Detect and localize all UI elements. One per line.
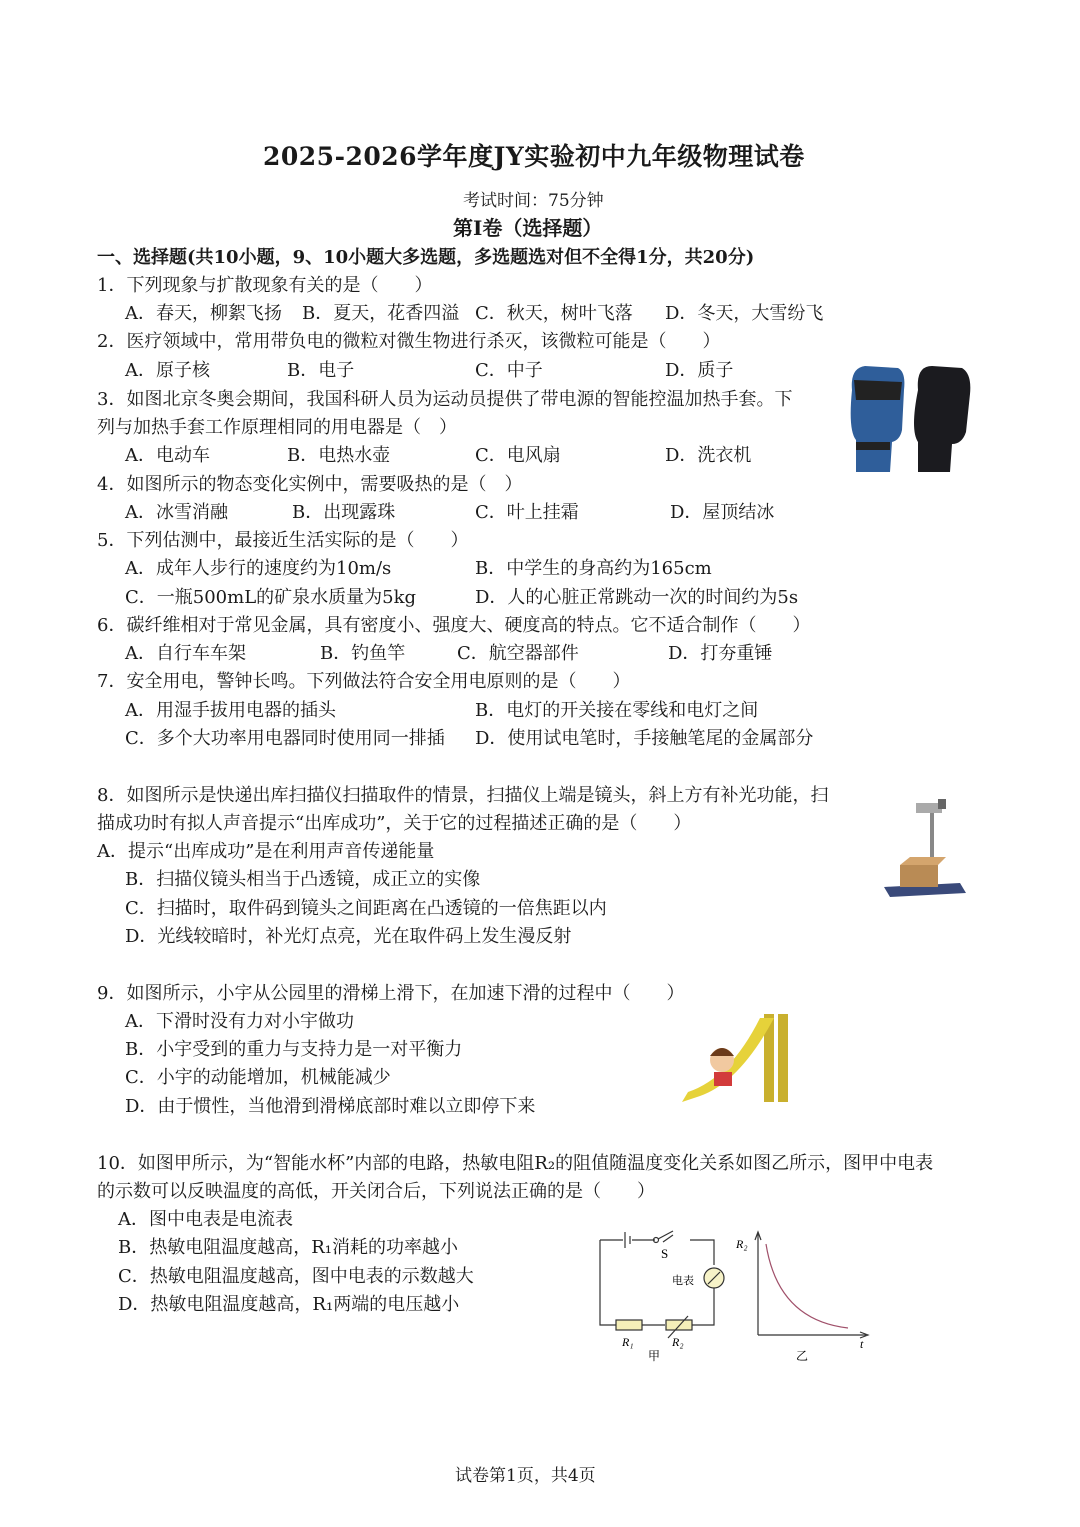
question-stem: 8．如图所示是快递出库扫描仪扫描取件的情景，扫描仪上端是镜头，斜上方有补光功能，扫 — [97, 785, 829, 806]
circuit-and-graph-figure — [590, 1220, 880, 1370]
option: D．人的心脏正常跳动一次的时间约为5s — [475, 587, 799, 608]
r2-label: R₂ — [672, 1335, 684, 1349]
option: B．电灯的开关接在零线和电灯之间 — [475, 700, 759, 721]
option: A．下滑时没有力对小宇做功 — [125, 1011, 354, 1032]
switch-label: S — [661, 1246, 669, 1261]
option: D．使用试电笔时，手接触笔尾的金属部分 — [475, 728, 814, 749]
option: C．小宇的动能增加，机械能减少 — [125, 1067, 391, 1088]
option: A．春天，柳絮飞扬 — [125, 303, 282, 324]
option: A．成年人步行的速度约为10m/s — [125, 558, 392, 579]
option: C．扫描时，取件码到镜头之间距离在凸透镜的一倍焦距以内 — [125, 898, 607, 919]
option: B．出现露珠 — [292, 502, 396, 523]
option: B．夏天，花香四溢 — [302, 303, 460, 324]
option: D．打夯重锤 — [668, 643, 773, 664]
section-heading: 一、选择题(共10小题，9、10小题大多选题，多选题选对但不全得1分，共20分) — [97, 247, 755, 268]
option: C．电风扇 — [475, 445, 561, 466]
option: D．热敏电阻温度越高，R₁两端的电压越小 — [118, 1294, 460, 1315]
option: C．秋天，树叶飞落 — [475, 303, 633, 324]
graph-x-label: t — [860, 1337, 864, 1351]
page-footer: 试卷第1页，共4页 — [455, 1466, 596, 1486]
heating-gloves-image — [840, 360, 980, 480]
option: A．图中电表是电流表 — [118, 1209, 293, 1230]
question-stem: 9．如图所示，小宇从公园里的滑梯上滑下，在加速下滑的过程中（ ） — [97, 983, 685, 1004]
question-stem: 1．下列现象与扩散现象有关的是（ ） — [97, 275, 433, 296]
option: D．冬天，大雪纷飞 — [665, 303, 824, 324]
circuit-caption: 甲 — [648, 1349, 661, 1363]
option: B．扫描仪镜头相当于凸透镜，成正立的实像 — [125, 869, 481, 890]
graph-y-label: R₂ — [736, 1237, 748, 1251]
option: B．电子 — [287, 360, 355, 381]
question-stem: 3．如图北京冬奥会期间，我国科研人员为运动员提供了带电源的智能控温加热手套。下 — [97, 389, 793, 410]
option: C．中子 — [475, 360, 543, 381]
option: B．小宇受到的重力与支持力是一对平衡力 — [125, 1039, 463, 1060]
option: A．用湿手拔用电器的插头 — [125, 700, 336, 721]
scanner-image — [880, 795, 970, 900]
option: A．电动车 — [125, 445, 210, 466]
option: D．光线较暗时，补光灯点亮，光在取件码上发生漫反射 — [125, 926, 572, 947]
meter-label: 电表 — [672, 1275, 694, 1287]
option: D．洗衣机 — [665, 445, 752, 466]
option: D．屋顶结冰 — [670, 502, 775, 523]
option: B．中学生的身高约为165cm — [475, 558, 712, 579]
option: C．航空器部件 — [457, 643, 579, 664]
question-stem: 描成功时有拟人声音提示“出库成功”，关于它的过程描述正确的是（ ） — [97, 813, 692, 834]
option: A．提示“出库成功”是在利用声音传递能量 — [97, 841, 435, 862]
page-title: 2025-2026学年度JY实验初中九年级物理试卷 — [263, 142, 805, 171]
question-stem: 7．安全用电，警钟长鸣。下列做法符合安全用电原则的是（ ） — [97, 671, 631, 692]
resistance-temperature-graph — [755, 1232, 868, 1338]
question-stem: 4．如图所示的物态变化实例中，需要吸热的是（ ） — [97, 474, 523, 495]
exam-time: 考试时间：75分钟 — [463, 191, 604, 211]
option: B．钓鱼竿 — [320, 643, 406, 664]
option: A．自行车车架 — [125, 643, 246, 664]
option: C．多个大功率用电器同时使用同一排插 — [125, 728, 445, 749]
question-stem: 6．碳纤维相对于常见金属，具有密度小、强度大、硬度高的特点。它不适合制作（ ） — [97, 615, 811, 636]
option: C．叶上挂霜 — [475, 502, 579, 523]
question-stem: 10．如图甲所示，为“智能水杯”内部的电路，热敏电阻R₂的阻值随温度变化关系如图乙所示，图甲中电表 — [97, 1153, 934, 1174]
question-stem: 的示数可以反映温度的高低，开关闭合后，下列说法正确的是（ ） — [97, 1181, 655, 1202]
option: C．热敏电阻温度越高，图中电表的示数越大 — [118, 1266, 474, 1287]
option: D．由于惯性，当他滑到滑梯底部时难以立即停下来 — [125, 1096, 536, 1117]
option: C．一瓶500mL的矿泉水质量为5kg — [125, 587, 417, 608]
option: A．冰雪消融 — [125, 502, 228, 523]
question-stem: 列与加热手套工作原理相同的用电器是（ ） — [97, 417, 457, 438]
graph-caption: 乙 — [796, 1349, 809, 1363]
option: A．原子核 — [125, 360, 210, 381]
question-stem: 5．下列估测中，最接近生活实际的是（ ） — [97, 530, 469, 551]
r1-label: R₁ — [622, 1335, 634, 1349]
slide-image — [680, 1012, 800, 1104]
question-stem: 2．医疗领域中，常用带负电的微粒对微生物进行杀灭，该微粒可能是（ ） — [97, 331, 721, 352]
volume-heading: 第I卷（选择题） — [453, 216, 603, 240]
option: D．质子 — [665, 360, 734, 381]
option: B．电热水壶 — [287, 445, 391, 466]
option: B．热敏电阻温度越高，R₁消耗的功率越小 — [118, 1237, 458, 1258]
